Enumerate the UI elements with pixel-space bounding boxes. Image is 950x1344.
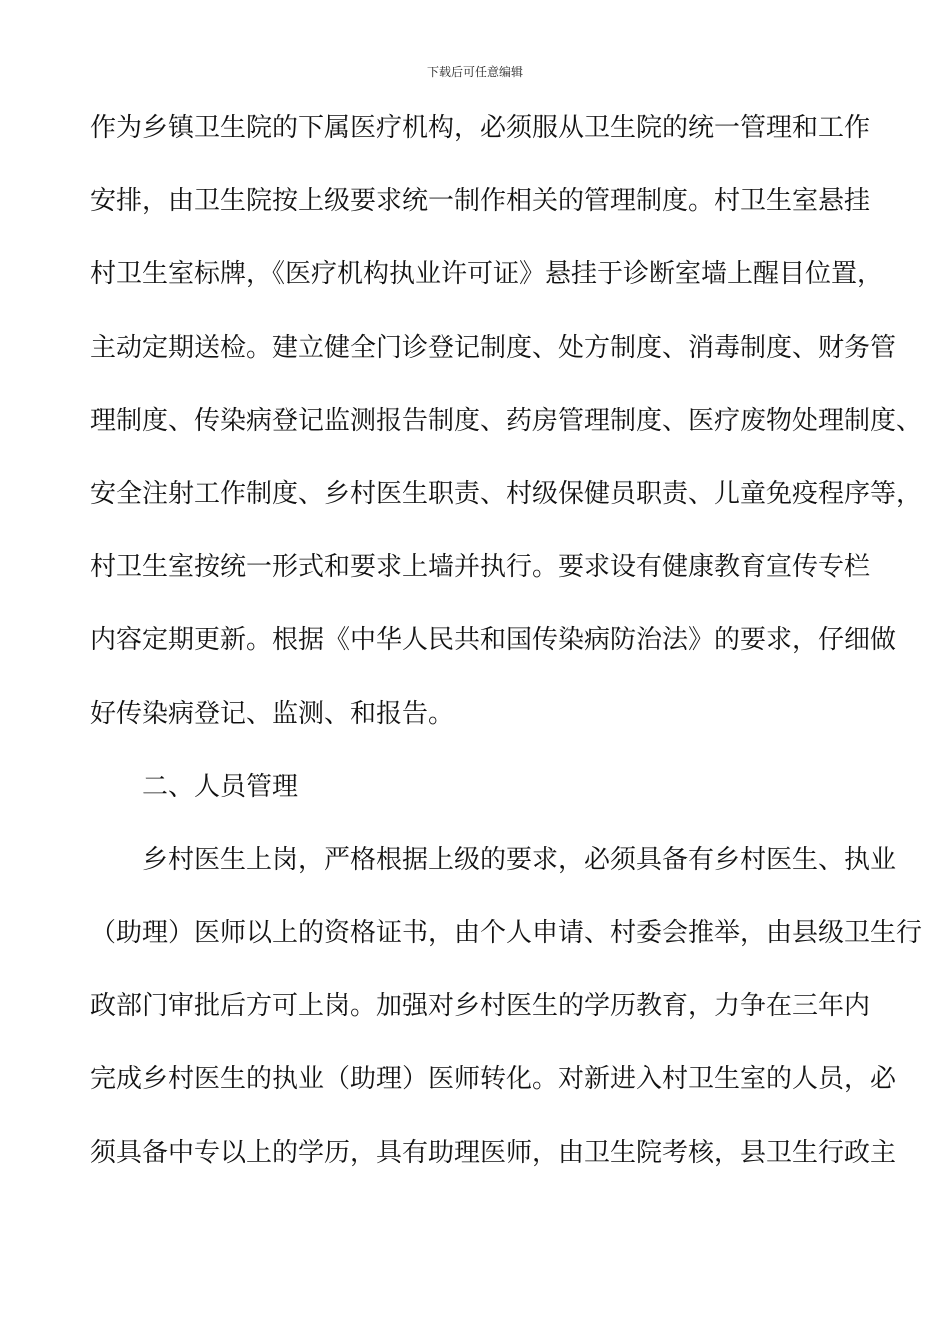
header-note: 下载后可任意编辑	[426, 65, 523, 79]
paragraph-line: 村卫生室按统一形式和要求上墙并执行。要求设有健康教育宣传专栏	[90, 552, 871, 583]
paragraph-line: 安排，由卫生院按上级要求统一制作相关的管理制度。村卫生室悬挂	[90, 186, 871, 217]
paragraph-line: 理制度、传染病登记监测报告制度、药房管理制度、医疗废物处理制度、	[90, 405, 923, 436]
paragraph-line: 主动定期送检。建立健全门诊登记制度、处方制度、消毒制度、财务管	[90, 332, 897, 363]
paragraph-line: 须具备中专以上的学历，具有助理医师，由卫生院考核，县卫生行政主	[90, 1137, 897, 1168]
paragraph-line: 内容定期更新。根据《中华人民共和国传染病防治法》的要求，仔细做	[90, 625, 897, 656]
paragraph-line: 村卫生室标牌，《医疗机构执业许可证》悬挂于诊断室墙上醒目位置，	[90, 259, 884, 290]
paragraph-line: 乡村医生上岗，严格根据上级的要求，必须具备有乡村医生、执业	[142, 844, 897, 875]
paragraph-line: （助理）医师以上的资格证书，由个人申请、村委会推举，由县级卫生行	[90, 918, 923, 949]
paragraph-line: 政部门审批后方可上岗。加强对乡村医生的学历教育，力争在三年内	[90, 991, 871, 1022]
paragraph-line: 完成乡村医生的执业（助理）医师转化。对新进入村卫生室的人员，必	[90, 1064, 897, 1095]
section-heading: 二、人员管理	[142, 771, 299, 802]
paragraph-line: 安全注射工作制度、乡村医生职责、村级保健员职责、儿童免疫程序等，	[90, 478, 923, 509]
paragraph-line: 作为乡镇卫生院的下属医疗机构，必须服从卫生院的统一管理和工作	[90, 113, 871, 143]
paragraph-line: 好传染病登记、监测、和报告。	[90, 698, 455, 729]
document-body	[90, 100, 923, 1198]
